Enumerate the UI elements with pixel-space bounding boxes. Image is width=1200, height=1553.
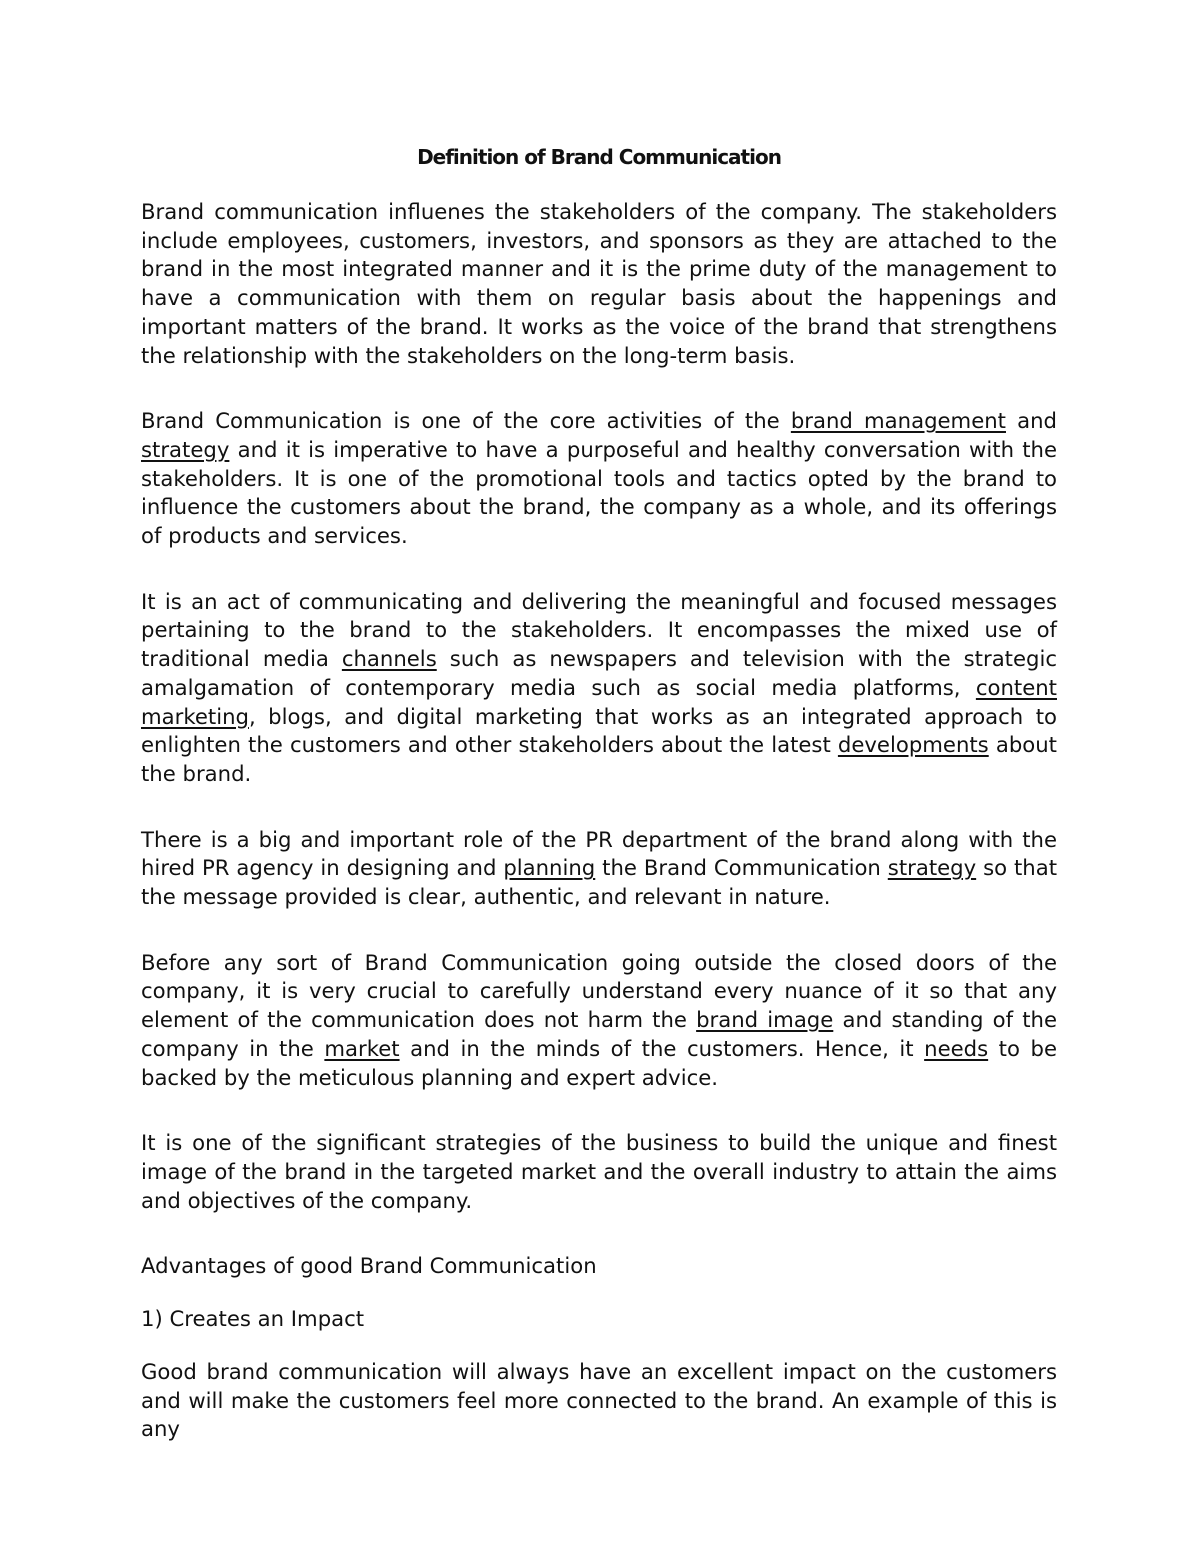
paragraph-text: about the brand. (141, 732, 1057, 786)
paragraph-core-activities (141, 407, 1057, 551)
link-content-marketing[interactable]: content marketing (141, 674, 1057, 729)
link-market[interactable]: market (324, 1035, 400, 1061)
paragraph-text: and it is imperative to have a purposeful and healthy conversation with the stakeholders. It is one of the promotional tools and tactics opted by the brand to influence the customers about the brand, the company as a whole, and its offerings of products and services. (141, 436, 1057, 549)
link-strategy-2[interactable]: strategy (887, 855, 977, 881)
paragraph-text: and standing of the company in the (141, 1007, 1057, 1061)
paragraph-act-of-communicating (141, 588, 1057, 789)
paragraph-text: and in the minds of the customers. Hence, it (399, 1035, 925, 1061)
link-developments[interactable]: developments (837, 732, 989, 758)
paragraph-before-communication (141, 949, 1057, 1093)
document-title: Definition of Brand Communication (417, 145, 781, 169)
paragraph-intro: Brand communication influenes the stakeholders of the company. The stakeholders include employees, customers, investors, and sponsors as they are attached to the brand in the most integrated manner and it is the prime duty of the management to have a communication with them on regular basis about the happenings and important matters of the brand. It works as the voice of the brand that strengthens the relationship with the stakeholders on the long-term basis. (141, 199, 1057, 368)
paragraph-text: such as newspapers and television with the strategic amalgamation of contemporary media such as social media platforms, (141, 646, 1058, 700)
paragraph-text: and (1005, 408, 1058, 434)
paragraph-pr-department (141, 826, 1057, 912)
paragraph-significant-strategies: It is one of the significant strategies of the business to build the unique and finest image of the brand in the targeted market and the overall industry to attain the aims and objectives of the company. (141, 1130, 1057, 1213)
document-page (141, 142, 1057, 1481)
paragraph-text: There is a big and important role of the PR department of the brand along with the hired PR agency in designing and (141, 826, 1057, 881)
subheading-creates-impact: 1) Creates an Impact (141, 1306, 365, 1332)
link-channels[interactable]: channels (341, 646, 437, 672)
section-heading-advantages: Advantages of good Brand Communication (141, 1253, 597, 1279)
paragraph-text: the Brand Communication (595, 855, 888, 881)
link-brand-image[interactable]: brand image (696, 1007, 834, 1033)
link-planning[interactable]: planning (503, 855, 596, 881)
link-strategy[interactable]: strategy (141, 436, 230, 462)
paragraph-text: It is an act of communicating and delivering the meaningful and focused messages pertaining to the brand to the stakeholders. It encompasses the mixed use of traditional media (141, 588, 1057, 672)
paragraph-good-communication: Good brand communication will always have an excellent impact on the customers and will make the customers feel more connected to the brand. An example of this is any (141, 1358, 1057, 1442)
paragraph-text: to be backed by the meticulous planning and expert advice. (141, 1035, 1057, 1090)
link-needs[interactable]: needs (924, 1035, 989, 1061)
paragraph-text: Brand Communication is one of the core activities of the (141, 408, 791, 434)
paragraph-text: Before any sort of Brand Communication going outside the closed doors of the company, it is very crucial to carefully understand every nuance of it so that any element of the communication does not harm the (141, 949, 1057, 1033)
paragraph-text: , blogs, and digital marketing that works as an integrated approach to enlighten the customers and other stakeholders about the latest (141, 703, 1057, 758)
link-brand-management[interactable]: brand management (790, 408, 1006, 434)
paragraph-text: so that the message provided is clear, authentic, and relevant in nature. (141, 855, 1058, 910)
